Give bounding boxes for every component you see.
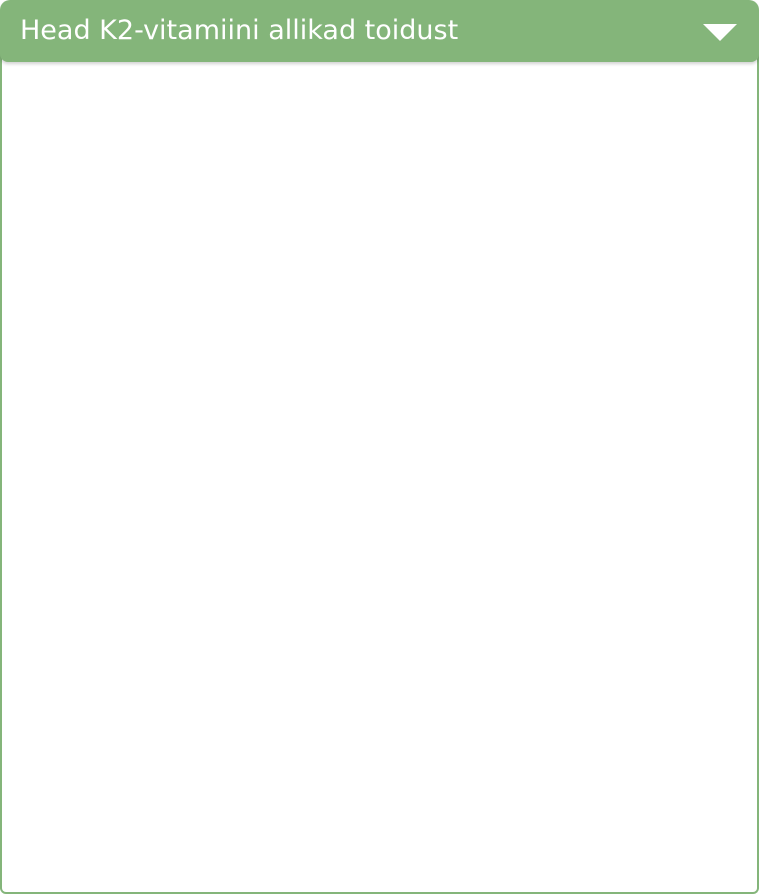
- accordion-title: Head K2-vitamiini allikad toidust: [20, 15, 459, 46]
- accordion-header[interactable]: [0, 0, 759, 62]
- accordion-panel: [0, 50, 759, 894]
- chevron-down-icon[interactable]: [703, 24, 737, 41]
